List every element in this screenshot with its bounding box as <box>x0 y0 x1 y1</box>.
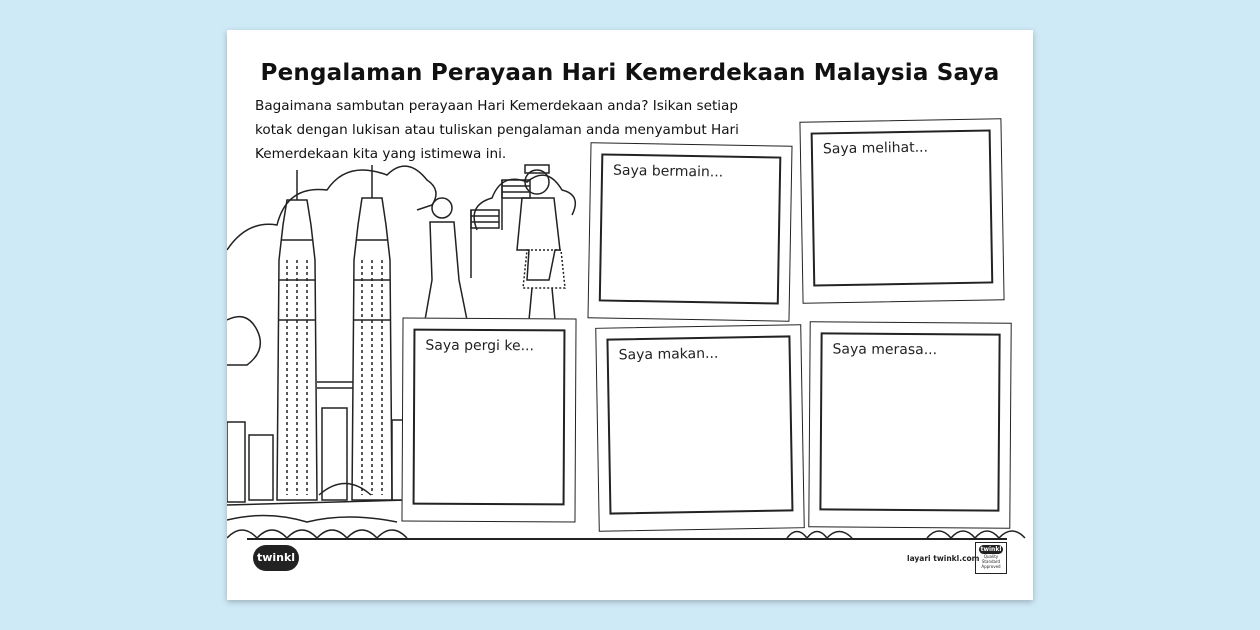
frame-saya-melihat <box>799 118 1004 303</box>
frame-drawing-area[interactable] <box>413 329 566 506</box>
frame-saya-bermain <box>587 142 792 321</box>
instructions-line-1: Bagaimana sambutan perayaan Hari Kemerdekaan anda? Isikan setiap <box>255 98 739 114</box>
frame-label: Saya pergi ke... <box>425 337 535 355</box>
quality-badge <box>975 542 1007 574</box>
cloud-icon-small <box>227 317 260 365</box>
frame-drawing-area[interactable] <box>819 332 1000 511</box>
frame-drawing-area[interactable] <box>606 335 793 514</box>
badge-line-2: Approved <box>981 564 1001 569</box>
tower-left-icon <box>277 170 317 500</box>
twinkl-logo: twinkl <box>253 545 299 571</box>
footer-url: layari twinkl.com <box>907 554 980 563</box>
worksheet-page <box>227 30 1033 600</box>
page-title: Pengalaman Perayaan Hari Kemerdekaan Malaysia Saya <box>260 60 1000 86</box>
frame-label: Saya bermain... <box>612 162 724 181</box>
frame-label: Saya melihat... <box>822 139 929 158</box>
badge-line-1: Quality Standard <box>981 554 1001 564</box>
frame-saya-pergi-ke <box>401 318 576 523</box>
frame-saya-makan <box>595 324 805 532</box>
frame-drawing-area[interactable] <box>599 153 782 304</box>
instructions-line-2: kotak dengan lukisan atau tuliskan pengalaman anda menyambut Hari <box>255 122 739 138</box>
children-illustration-icon <box>425 165 565 320</box>
frame-label: Saya makan... <box>618 345 719 364</box>
frame-saya-merasa <box>808 321 1011 528</box>
badge-logo: twinkl <box>980 546 1002 553</box>
frame-label: Saya merasa... <box>832 341 938 359</box>
footer-divider <box>247 538 1007 540</box>
cloud-icon <box>227 166 436 250</box>
tower-right-icon <box>317 165 392 500</box>
instructions-line-3: Kemerdekaan kita yang istimewa ini. <box>255 146 507 162</box>
frame-drawing-area[interactable] <box>811 129 994 286</box>
